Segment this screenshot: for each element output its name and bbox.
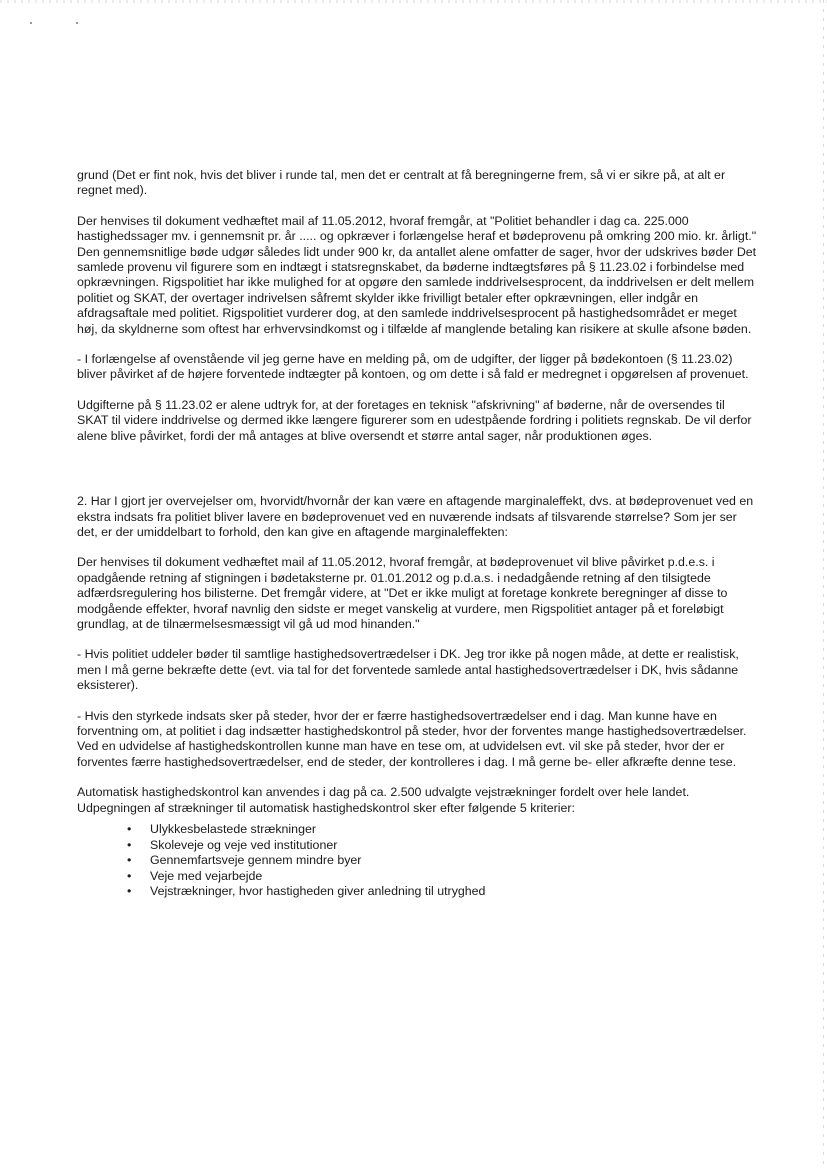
list-item <box>127 822 759 838</box>
scan-speck <box>76 22 78 24</box>
paragraph: - I forlængelse af ovenstående vil jeg gerne have en melding på, om de udgifter, der ligger på bødekontoen (§ 11.23.02) bliver påvirket af de højere forventede indtægter på kontoen, og om dette i så fald er medregnet i opgørelsen af provenuet. <box>77 352 749 382</box>
list-item <box>127 884 759 900</box>
list-item-text: Vejstrækninger, hvor hastigheden giver anledning til utryghed <box>150 884 486 899</box>
scan-speck <box>30 22 32 24</box>
document-body <box>77 168 759 900</box>
list-item <box>127 869 759 885</box>
list-item-text: Ulykkesbelastede strækninger <box>150 822 316 836</box>
scan-edge-artifact <box>0 0 827 3</box>
bullet-icon: • <box>127 837 132 852</box>
list-item <box>127 838 759 854</box>
list-item-text: Skoleveje og veje ved institutioner <box>150 837 338 852</box>
scan-edge-artifact <box>823 0 824 1169</box>
question-paragraph: 2. Har I gjort jer overvejelser om, hvorvidt/hvornår der kan være en aftagende marginaleffekt, dvs. at bødeprovenuet ved en ekstra indsats fra politiet bliver lavere en bødeprovenuet ved en nuværende indsats af tilsvarende størrelse? Som jer ser det, er der umiddelbart to forhold, den kan give en aftagende marginaleffekten: <box>77 494 754 539</box>
paragraph: grund (Det er fint nok, hvis det bliver i runde tal, men det er centralt at få beregningerne frem, så vi er sikre på, at alt er regnet med). <box>77 168 726 198</box>
paragraph: Der henvises til dokument vedhæftet mail af 11.05.2012, hvoraf fremgår, at "Politiet behandler i dag ca. 225.000 hastighedssager mv. i gennemsnit pr. år ..... og opkræver i forlængelse heraf et bødeprovenu på omkring 200 mio. kr. årligt." Den gennemsnitlige bøde udgør således lidt under 900 kr, da antallet alene omfatter de sager, hvor der udskrives bøder Det samlede provenu vil figurere som en indtægt i statsregnskabet, da bøderne indtægtsføres på § 11.23.02 i forbindelse med opkrævningen. Rigspolitiet har ikke mulighed for at opgøre den samlede inddrivelsesprocent, da inddrivelsen er delt mellem politiet og SKAT, der overtager indrivelsen såfremt skylder ikke frivilligt betaler efter opkrævningen, eller indgår en afdragsaftale med politiet. Rigspolitiet vurderer dog, at den samlede inddrivelsesprocent på hastighedsområdet er meget høj, da skyldnerne som oftest har erhvervsindkomst og i tilfælde af manglende betaling kan risikere at skulle afsone bøden. <box>77 213 757 336</box>
bullet-icon: • <box>127 884 132 899</box>
bullet-icon: • <box>127 853 132 868</box>
bullet-icon: • <box>127 822 132 836</box>
list-item-text: Gennemfartsveje gennem mindre byer <box>150 853 362 868</box>
list-item <box>127 853 759 869</box>
paragraph: - Hvis den styrkede indsats sker på steder, hvor der er færre hastighedsovertrædelser end i dag. Man kunne have en forventning om, at politiet i dag indsætter hastighedskontrol på steder, hvor der forventes mange hastighedsovertrædelser. Ved en udvidelse af hastighedskontrollen kunne man have en tese om, at udvidelsen evt. vil ske på steder, hvor der er forventes færre hastighedsovertrædelser, end de steder, der kontrolleres i dag. I må gerne be- eller afkræfte denne tese. <box>77 708 747 769</box>
section-spacer <box>77 459 759 494</box>
paragraph: Udgifterne på § 11.23.02 er alene udtryk for, at der foretages en teknisk "afskrivning" af bøderne, når de oversendes til SKAT til videre inddrivelse og dermed ikke længere figurerer som en udestpående fordring i politiets regnskab. De vil derfor alene blive påvirket, fordi der må antages at blive oversendt et større antal sager, når produktionen øges. <box>77 397 752 443</box>
criteria-list <box>77 822 759 900</box>
paragraph: Der henvises til dokument vedhæftet mail af 11.05.2012, hvoraf fremgår, at bødeprovenuet vil blive påvirket p.d.e.s. i opadgående retning af stigningen i bødetaksterne pr. 01.01.2012 og p.d.a.s. i nedadgående retning af den tilsigtede adfærdsregulering hos bilisterne. Det fremgår videre, at "Det er ikke muligt at foretage konkrete beregninger af disse to modgående effekter, hvoraf navnlig den sidste er meget vanskelig at vurdere, men Rigspolitiet antager på et foreløbigt grundlag, at de tilnærmelsesmæssigt vil gå ud mod hinanden." <box>77 555 728 631</box>
paragraph: - Hvis politiet uddeler bøder til samtlige hastighedsovertrædelser i DK. Jeg tror ikke på nogen måde, at dette er realistisk, men I må gerne bekræfte dette (evt. via tal for det forventede samlede antal hastighedsovertrædelser i DK, hvis sådanne eksisterer). <box>77 647 739 693</box>
list-item-text: Veje med vejarbejde <box>150 868 263 883</box>
bullet-icon: • <box>127 868 132 883</box>
paragraph: Automatisk hastighedskontrol kan anvendes i dag på ca. 2.500 udvalgte vejstrækninger fordelt over hele landet. Udpegningen af strækninger til automatisk hastighedskontrol sker efter følgende 5 kriterier: <box>77 785 690 815</box>
